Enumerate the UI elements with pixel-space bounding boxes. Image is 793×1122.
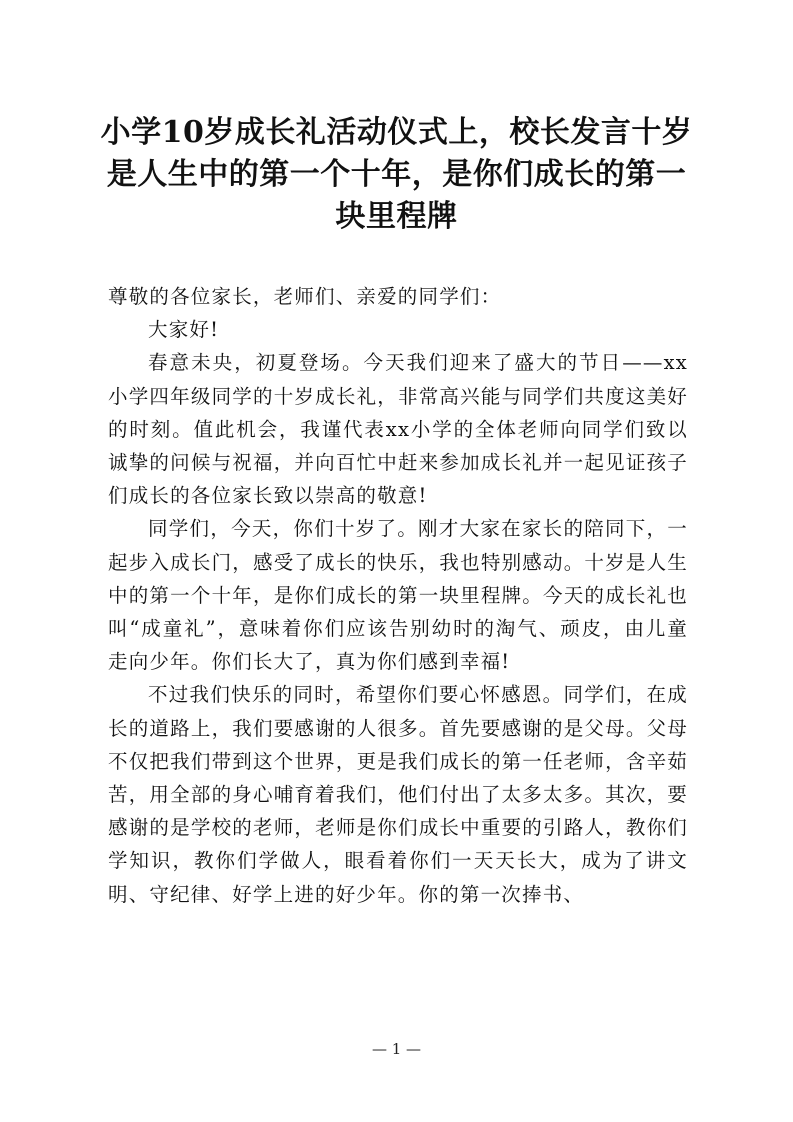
salutation: 尊敬的各位家长，老师们、亲爱的同学们： xyxy=(108,285,502,308)
paragraph-gratitude: 不过我们快乐的同时，希望你们要心怀感恩。同学们，在成长的道路上，我们要感谢的人很多。首先要感谢的是父母。父母不仅把我们带到这个世界，更是我们成长的第一任老师，含辛茹苦，用全部的身心哺育着我们，他们付出了太多太多。其次，要感谢的是学校的老师，老师是你们成长中重要的引路人，教你们学知识，教你们学做人，眼看着你们一天天长大，成为了讲文明、守纪律、好学上进的好少年。你的第一次捧书、 xyxy=(108,683,688,906)
page-number: — 1 — xyxy=(371,1040,422,1058)
paragraph-greeting: 大家好! xyxy=(148,318,220,342)
document-title: 小学10岁成长礼活动仪式上，校长发言十岁是人生中的第一个十年，是你们成长的第一块里程牌 xyxy=(100,115,693,234)
paragraph-ten-years: 同学们，今天，你们十岁了。刚才大家在家长的陪同下，一起步入成长门，感受了成长的快乐，我也特别感动。十岁是人生中的第一个十年，是你们成长的第一块里程牌。今天的成长礼也叫“成童礼”，意味着你们应该告别幼时的淘气、顽皮，由儿童走向少年。你们长大了，真为你们感到幸福! xyxy=(108,517,688,674)
document-body xyxy=(108,280,688,911)
paragraph-opening: 春意未央，初夏登场。今天我们迎来了盛大的节日——xx小学四年级同学的十岁成长礼，非常高兴能与同学们共度这美好的时刻。值此机会，我谨代表xx小学的全体老师向同学们致以诚挚的问候与祝福，并向百忙中赶来参加成长礼并一起见证孩子们成长的各位家长致以崇高的敬意! xyxy=(108,351,688,508)
